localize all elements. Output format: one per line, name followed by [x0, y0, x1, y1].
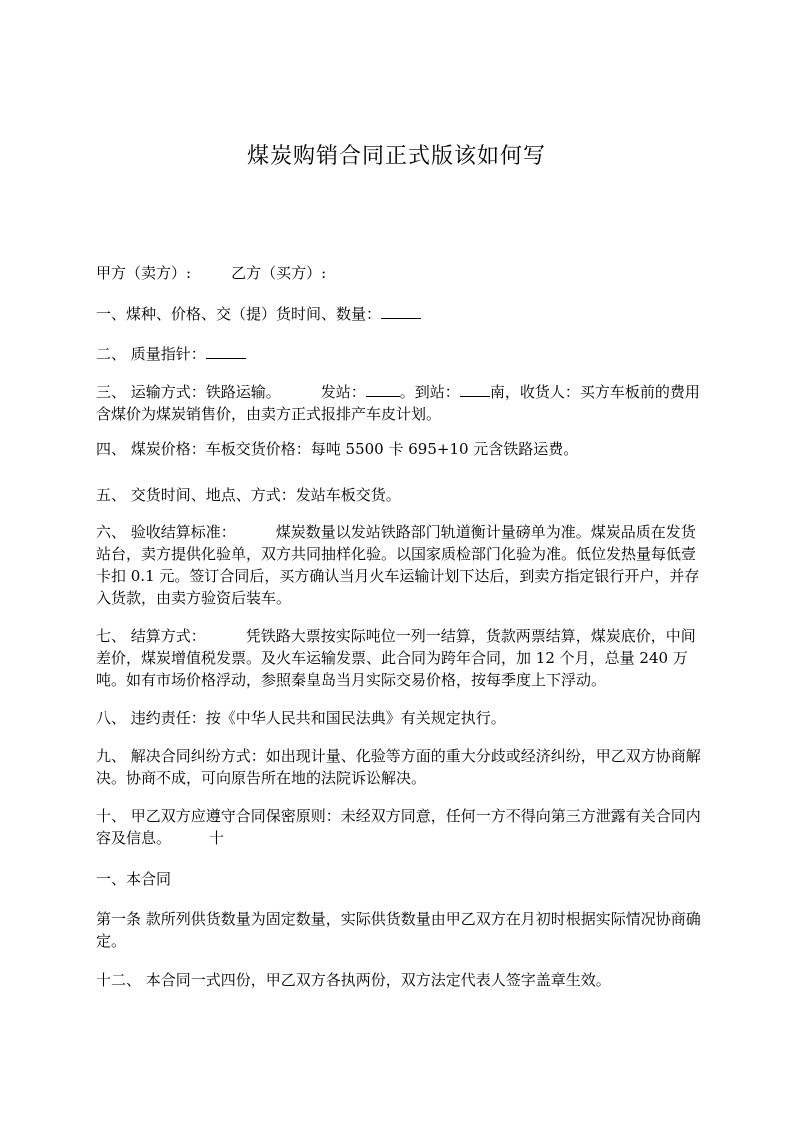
blank-field [206, 343, 246, 359]
clause-3-text-c: 。到站： [399, 383, 460, 401]
clause-8: 八、 违约责任：按《中华人民共和国民法典》有关规定执行。 [96, 709, 506, 727]
blank-field [366, 381, 400, 397]
clause-10-text-b: 十 [209, 829, 225, 847]
seller-label: 甲方（卖方）: [96, 264, 192, 282]
clause-11-article-1: 第一条 款所列供货数量为固定数量，实际供货数量由甲乙双方在月初时根据实际情况协商确定。 [96, 910, 701, 950]
clause-7-text-a: 七、 结算方式： [96, 627, 206, 645]
clause-4: 四、 煤炭价格：车板交货价格：每吨 5500 卡 695+10 元含铁路运费。 [96, 440, 579, 458]
clause-9: 九、 解决合同纠纷方式：如出现计量、化验等方面的重大分歧或经济纠纷，甲乙双方协商解决。协商不成，可向原告所在地的法院诉讼解决。 [96, 747, 701, 787]
document-title: 煤炭购销合同正式版该如何写 [246, 144, 546, 169]
clause-3-text-a: 三、 运输方式：铁路运输。 [96, 383, 281, 401]
clause-3 [96, 381, 706, 425]
clause-6 [96, 521, 706, 609]
clause-6-text-b: 煤炭数量以发站铁路部门轨道衡计量磅单为准。煤炭品质在发货站台，卖方提供化验单，双方共同抽样化验。以国家质检部门化验为准。低位发热量每低壹卡扣 0.1 元。签订合同后，买方确认当月火车运输计划下达后，到卖方指定银行开户，并存入货款，由卖方验资后装车。 [96, 523, 700, 607]
clause-10 [96, 805, 706, 849]
clause-1 [96, 303, 706, 325]
buyer-label: 乙方（买方）: [231, 264, 327, 282]
parties-line [96, 262, 706, 284]
clause-5: 五、 交货时间、地点、方式：发站车板交货。 [96, 486, 401, 504]
clause-12: 十二、 本合同一式四份，甲乙双方各执两份，双方法定代表人签字盖章生效。 [96, 971, 611, 989]
clause-3-text-d: 南，收货人：买方车板前的费用含煤价为煤炭销售价，由卖方正式报排产车皮计划。 [96, 383, 700, 423]
clause-2-text: 二、 质量指针： [96, 345, 206, 363]
clause-3-text-b: 发站： [320, 383, 366, 401]
clause-1-text: 一、煤种、价格、交（提）货时间、数量： [96, 305, 382, 323]
clause-6-text-a: 六、 验收结算标准： [96, 523, 236, 541]
clause-7-text-b: 凭铁路大票按实际吨位一列一结算，货款两票结算，煤炭底价，中间差价，煤炭增值税发票。及火车运输发票、此合同为跨年合同，加 12 个月，总量 240 万吨。如有市场价格浮动，参照秦皇岛当月实际交易价格，按每季度上下浮动。 [96, 627, 696, 689]
clause-7 [96, 625, 706, 691]
blank-field [381, 303, 421, 319]
blank-field [460, 381, 490, 397]
clause-10-text-a: 十、 甲乙双方应遵守合同保密原则：未经双方同意，任何一方不得向第三方泄露有关合同内容及信息。 [96, 807, 701, 847]
clause-2 [96, 343, 706, 365]
clause-11: 一、本合同 [96, 870, 172, 888]
